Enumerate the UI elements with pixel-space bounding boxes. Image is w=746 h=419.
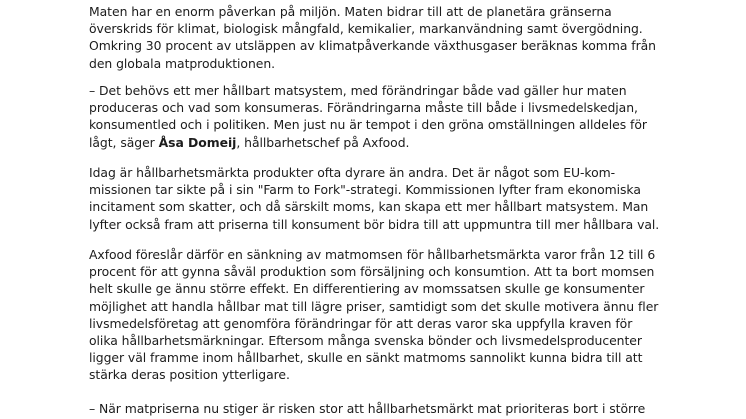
- text-line: produceras och vad som konsumeras. Förändringarna måste till både i livsmedelskedjan,: [89, 100, 638, 116]
- text-segment: lågt, säger: [89, 134, 159, 150]
- paragraph-4: [89, 246, 689, 384]
- text-line: olika hållbarhetsmärkningar. Eftersom många svenska bönder och livsmedelsproducenter: [89, 333, 642, 349]
- text-line: ligger väl framme inom hållbarhet, skulle en sänkt matmoms sannolikt kunna bidra till att: [89, 350, 643, 366]
- text-line: överskrids för klimat, biologisk mångfald, kemikalier, markanvändning samt övergödning.: [89, 21, 643, 37]
- paragraph-5-quote: [89, 400, 689, 417]
- text-line: – När matpriserna nu stiger är risken stor att hållbarhetsmärkt mat prioriteras bort i större: [89, 401, 646, 416]
- paragraph-2-quote: [89, 82, 689, 151]
- text-line: helt skulle ge ännu större effekt. En differentiering av momssatsen skulle ge konsumenter: [89, 281, 645, 297]
- text-line: livsmedelsföretag att genomföra förändringar för att deras varor ska uppfylla kraven för: [89, 315, 633, 331]
- text-line: stärka deras position ytterligare.: [89, 367, 290, 383]
- text-line: – Det behövs ett mer hållbart matsystem, med förändringar både vad gäller hur maten: [89, 83, 627, 98]
- paragraph-1: [89, 3, 689, 72]
- paragraph-3: [89, 164, 689, 233]
- text-line: missionen tar sikte på i sin "Farm to Fork"-strategi. Kommissionen lyfter fram ekonomiska: [89, 182, 641, 198]
- text-line: incitament som skatter, och då särskilt moms, kan skapa ett mer hållbart matsystem. Man: [89, 199, 649, 215]
- text-line: [89, 134, 689, 151]
- speaker-name: Åsa Domeij: [158, 134, 237, 150]
- text-line: möjlighet att handla hållbar mat till lägre priser, samtidigt som det skulle motivera ännu fler: [89, 298, 659, 314]
- text-line: Axfood föreslår därför en sänkning av matmomsen för hållbarhetsmärkta varor från 12 till 6: [89, 247, 656, 262]
- text-line: lyfter också fram att priserna till konsument bör bidra till att uppmuntra till mer hållbara val.: [89, 216, 660, 232]
- text-line: Idag är hållbarhetsmärkta produkter ofta dyrare än andra. Det är något som EU-kom-: [89, 165, 616, 180]
- text-segment: , hållbarhetschef på Axfood.: [236, 134, 410, 150]
- text-line: Omkring 30 procent av utsläppen av klimatpåverkande växthusgaser beräknas komma från: [89, 38, 656, 54]
- text-line: den globala matproduktionen.: [89, 55, 276, 71]
- text-line: konsumentled och i politiken. Men just nu är tempot i den gröna omställningen alldeles för: [89, 117, 647, 133]
- text-line: Maten har en enorm påverkan på miljön. Maten bidrar till att de planetära gränserna: [89, 4, 612, 19]
- text-line: procent för att gynna såväl produktion som försäljning och konsumtion. Att ta bort momsen: [89, 264, 655, 280]
